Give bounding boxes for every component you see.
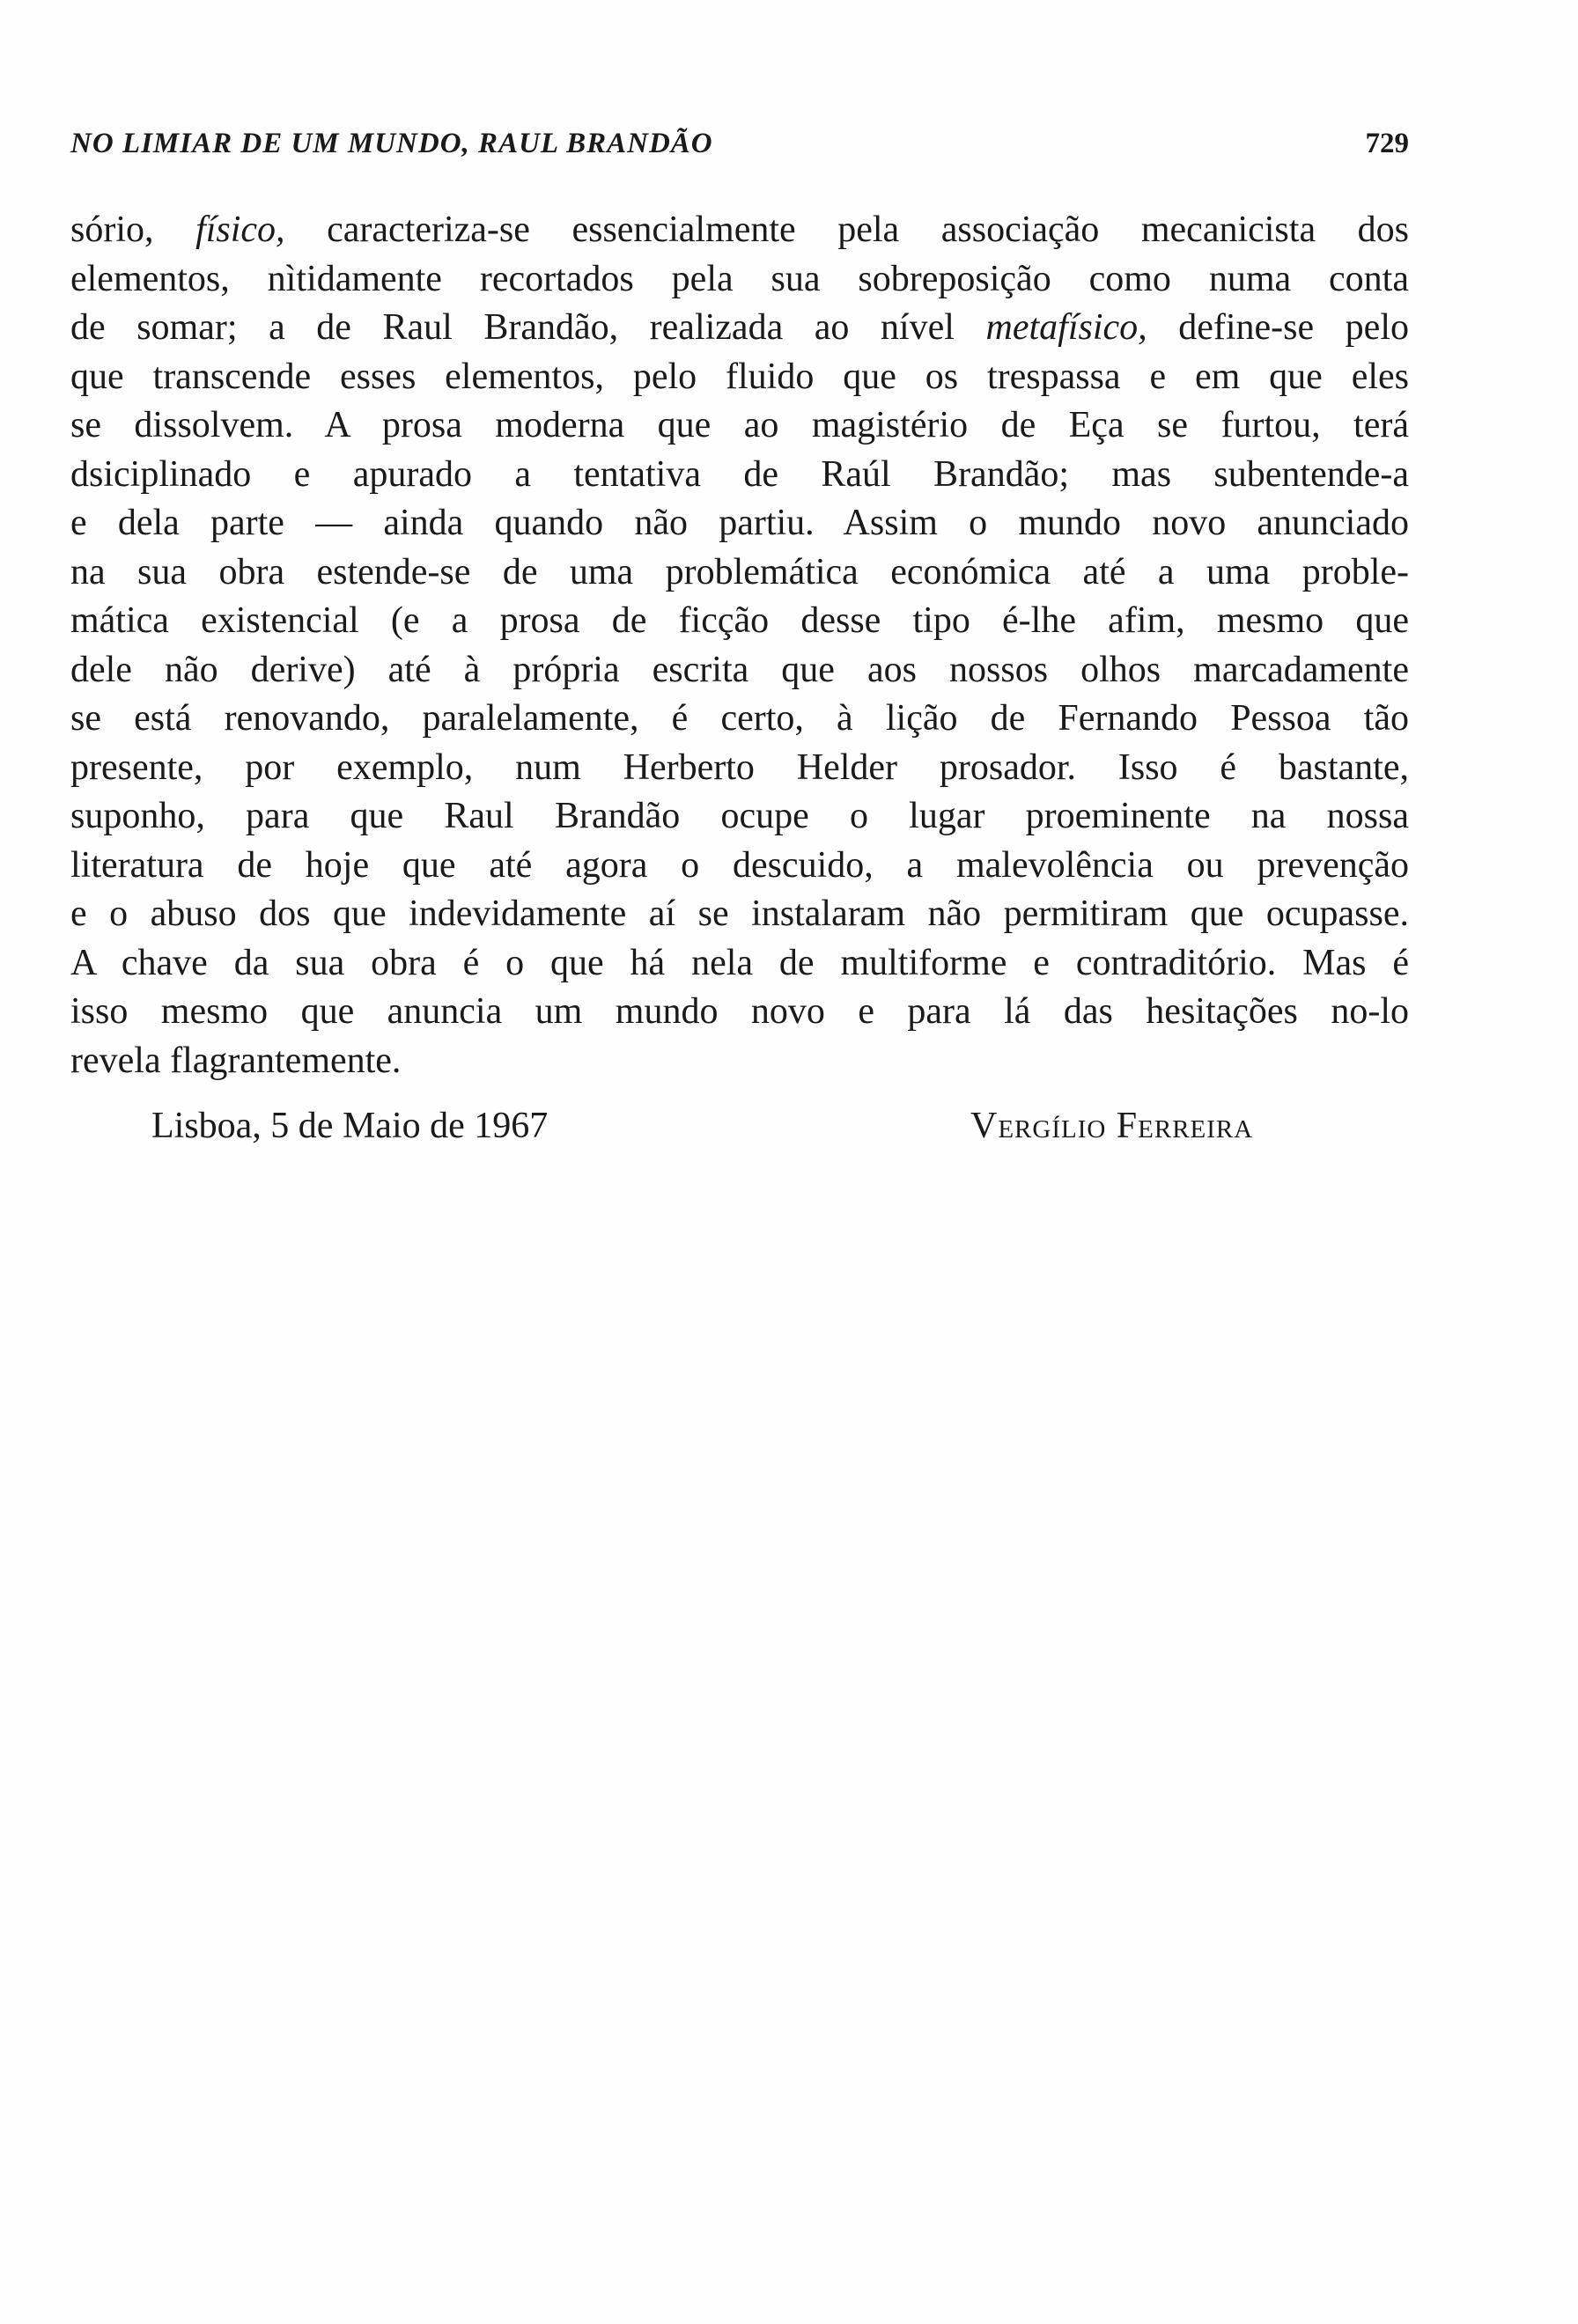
author-name: Vergílio Ferreira: [970, 1106, 1254, 1146]
text-line: dsiciplinado e apurado a tentativa de Raúl Brandão; mas subentende-a: [70, 453, 1409, 495]
text-line: na sua obra estende-se de uma problemática económica até a uma proble-: [70, 551, 1409, 592]
text-line: que transcende esses elementos, pelo fluido que os trespassa e em que eles: [70, 356, 1409, 397]
text-line: suponho, para que Raul Brandão ocupe o lugar proeminente na nossa: [70, 796, 1409, 836]
text-line: elementos, nìtidamente recortados pela sua sobreposição como numa conta: [70, 258, 1409, 299]
running-head: [70, 128, 1409, 172]
text-line: A chave da sua obra é o que há nela de multiforme e contraditório. Mas é: [70, 942, 1409, 983]
text-line: isso mesmo que anuncia um mundo novo e para lá das hesitações no-lo: [70, 991, 1409, 1032]
text-line: e o abuso dos que indevidamente aí se instalaram não permitiram que ocupasse.: [70, 894, 1409, 934]
text-line: literatura de hoje que até agora o descuido, a malevolência ou prevenção: [70, 844, 1409, 886]
place-date: Lisboa, 5 de Maio de 1967: [151, 1106, 549, 1146]
text-line: se está renovando, paralelamente, é certo, à lição de Fernando Pessoa tão: [70, 698, 1409, 739]
page-number: 729: [1365, 128, 1409, 159]
text-line: mática existencial (e a prosa de ficção desse tipo é-lhe afim, mesmo que: [70, 600, 1409, 641]
text-line: de somar; a de Raul Brandão, realizada ao nível metafísico, define-se pelo: [70, 307, 1409, 348]
text-line: e dela parte — ainda quando não partiu. Assim o mundo novo anunciado: [70, 503, 1409, 543]
running-title: NO LIMIAR DE UM MUNDO, RAUL BRANDÃO: [70, 128, 713, 159]
text-line: presente, por exemplo, num Herberto Helder prosador. Isso é bastante,: [70, 746, 1409, 788]
text-line: dele não derive) até à própria escrita que aos nossos olhos marcadamente: [70, 649, 1409, 690]
text-line: sório, físico, caracteriza-se essencialmente pela associação mecanicista dos: [70, 210, 1409, 250]
body-paragraph: [70, 206, 1409, 1085]
signature-block: [151, 1105, 1331, 1158]
text-line: revela flagrantemente.: [70, 1040, 402, 1081]
text-line: se dissolvem. A prosa moderna que ao magistério de Eça se furtou, terá: [70, 405, 1409, 445]
italic-word: físico,: [195, 210, 285, 250]
italic-word: metafísico,: [985, 307, 1147, 348]
